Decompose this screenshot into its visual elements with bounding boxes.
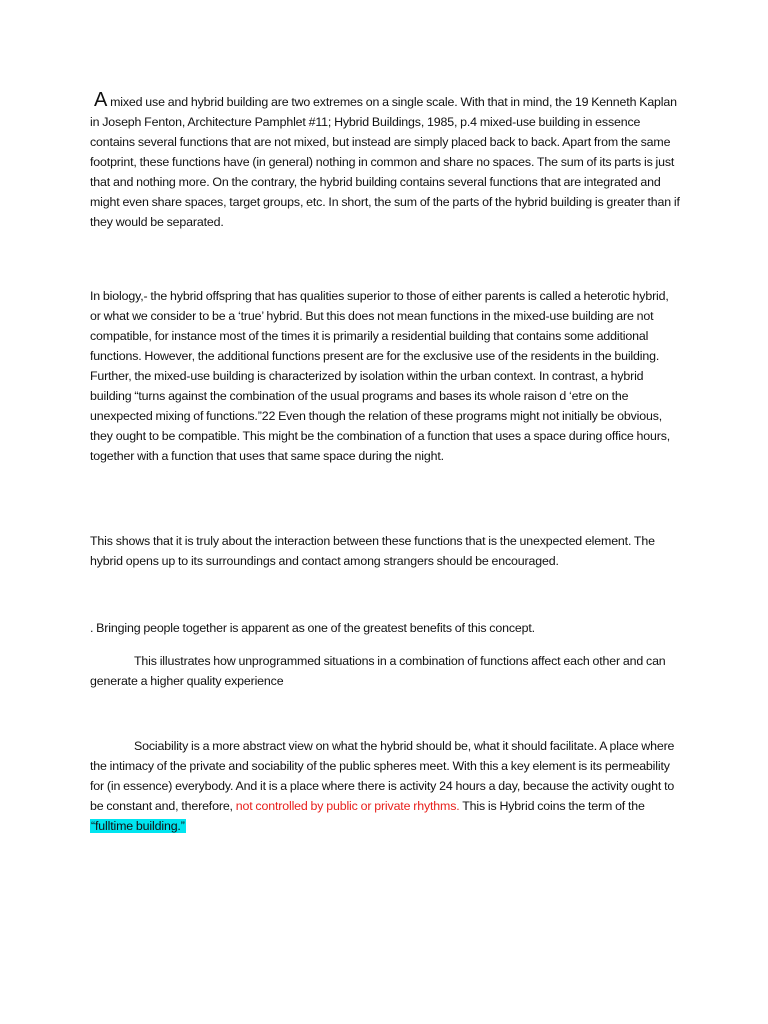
paragraph-bringing-people xyxy=(90,618,682,638)
paragraph-text: This illustrates how unprogrammed situations in a combination of functions affect each other and can generate a higher quality experience xyxy=(90,654,666,688)
indent-space xyxy=(90,739,134,753)
paragraph-text: mixed use and hybrid building are two extremes on a single scale. With that in mind, the 19 Kenneth Kaplan in Joseph Fenton, Architecture Pamphlet #11; Hybrid Buildings, 1985, p.4 mixed-use building in essence contains several functions that are not mixed, but instead are simply placed back to back. Apart from the same footprint, these functions have (in general) nothing in common and share no spaces. The sum of its parts is just that and nothing more. On the contrary, the hybrid building contains several functions that are integrated and might even share spaces, target groups, etc. In short, the sum of the parts of the hybrid building is greater than if they would be separated. xyxy=(90,95,680,229)
paragraph-mixed-use-vs-hybrid xyxy=(90,89,682,232)
paragraph-text-continued: This is Hybrid coins the term of the xyxy=(462,799,645,813)
paragraph-sociability xyxy=(90,736,682,836)
paragraph-text: In biology,- the hybrid offspring that has qualities superior to those of either parents is called a heterotic hybrid, or what we consider to be a ‘true’ hybrid. But this does not mean functions in the mixed-use building are not compatible, for instance most of the times it is primarily a residential building that contains some additional functions. However, the additional functions present are for the exclusive use of the residents in the building. Further, the mixed-use building is characterized by isolation within the urban context. In contrast, a hybrid building “turns against the combination of the usual programs and bases its whole raison d ‘etre on the unexpected mixing of functions.”22 Even though the relation of these programs might not initially be obvious, they ought to be compatible. This might be the combination of a function that uses a space during office hours, together with a function that uses that same space during the night. xyxy=(90,289,671,463)
paragraph-unprogrammed xyxy=(90,651,682,691)
indent-space xyxy=(90,654,134,668)
red-emphasis-text: not controlled by public or private rhythms. xyxy=(235,799,460,813)
paragraph-text: This shows that it is truly about the interaction between these functions that is the unexpected element. The hybrid opens up to its surroundings and contact among strangers should be encouraged. xyxy=(90,534,655,568)
paragraph-interaction xyxy=(90,531,682,571)
highlighted-term: “fulltime building.” xyxy=(91,819,185,833)
paragraph-text: . Bringing people together is apparent as one of the greatest benefits of this concept. xyxy=(90,621,535,635)
paragraph-biology-hybrid xyxy=(90,286,682,466)
paragraph-text: Sociability is a more abstract view on what the hybrid should be, what it should facilitate. A place where the intimacy of the private and sociability of the public spheres meet. With this a key element is its permeability for (in essence) everybody. And it is a place where there is activity 24 hours a day, because the activity ought to be constant and, therefore, xyxy=(90,739,675,813)
drop-letter: A xyxy=(94,89,108,111)
